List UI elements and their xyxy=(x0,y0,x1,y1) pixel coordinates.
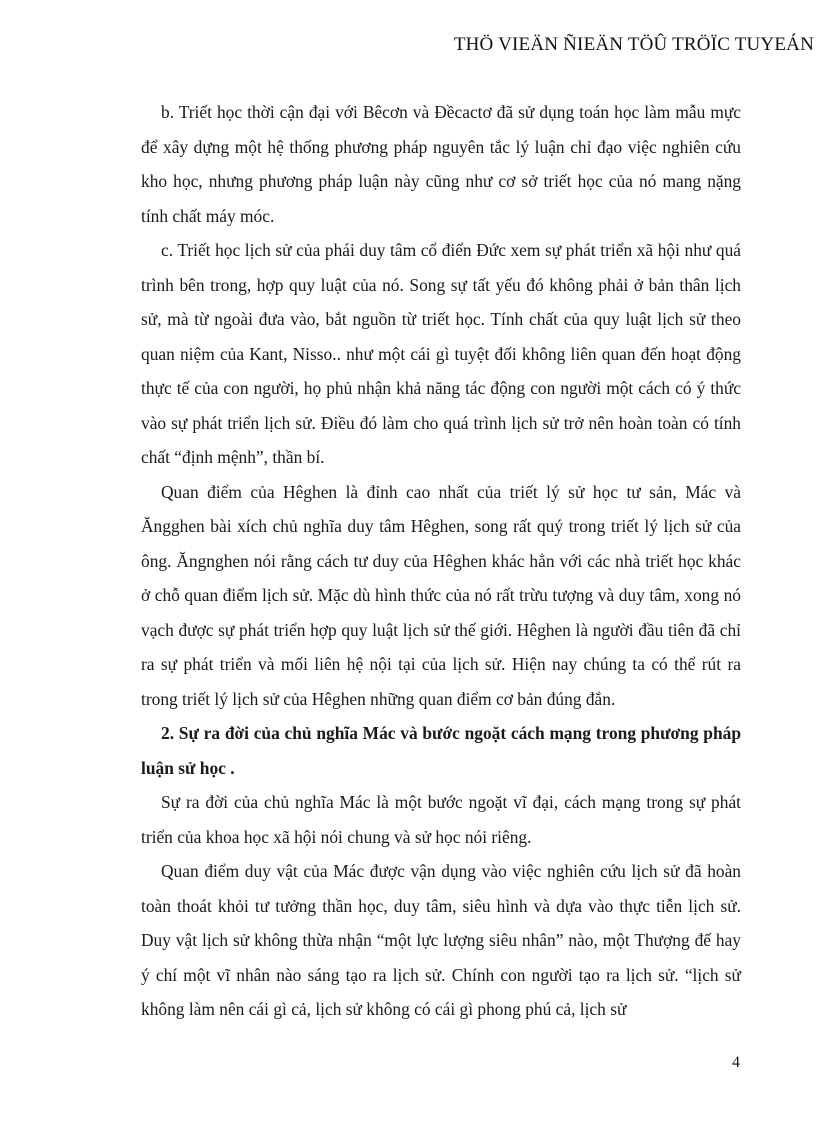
paragraph-c: c. Triết học lịch sử của phái duy tâm cổ điển Đức xem sự phát triển xã hội như quá trình bên trong, hợp quy luật của nó. Song sự tất yếu đó không phải ở bản thân lịch sử, mà từ ngoài đưa vào, bắt nguồn từ triết học. Tính chất của quy luật lịch sử theo quan niệm của Kant, Nisso.. như một cái gì tuyệt đối không liên quan đến hoạt động thực tế của con người, họ phủ nhận khả năng tác động con người một cách có ý thức vào sự phát triển lịch sử. Điều đó làm cho quá trình lịch sử trở nên hoàn toàn có tính chất “định mệnh”, thần bí. xyxy=(141,240,741,467)
paragraph-marx-birth: Sự ra đời của chủ nghĩa Mác là một bước ngoặt vĩ đại, cách mạng trong sự phát triển của khoa học xã hội nói chung và sử học nói riêng. xyxy=(141,792,741,847)
paragraph-b: b. Triết học thời cận đại với Bêcơn và Đềcactơ đã sử dụng toán học làm mẫu mực để xây dựng một hệ thống phương pháp nguyên tắc lý luận chỉ đạo việc nghiên cứu kho học, nhưng phương pháp luận này cũng như cơ sở triết học của nó mang nặng tính chất máy móc. xyxy=(141,102,741,226)
paragraph-hegel: Quan điểm của Hêghen là đỉnh cao nhất của triết lý sử học tư sản, Mác và Ăngghen bài xích chủ nghĩa duy tâm Hêghen, song rất quý trong triết lý lịch sử của ông. Ăngnghen nói rằng cách tư duy của Hêghen khác hẳn với các nhà triết học khác ở chỗ quan điểm lịch sử. Mặc dù hình thức của nó rất trừu tượng và duy tâm, xong nó vạch được sự phát triển hợp quy luật lịch sử thế giới. Hêghen là người đầu tiên đã chỉ ra sự phát triển và mối liên hệ nội tại của lịch sử. Hiện nay chúng ta có thể rút ra trong triết lý lịch sử của Hêghen những quan điểm cơ bản đúng đắn. xyxy=(141,481,741,709)
page-number: 4 xyxy=(732,1054,740,1071)
body-text xyxy=(141,95,741,1027)
running-header: THÖ VIEÄN ÑIEÄN TÖÛ TRÖÏC TUYEÁN xyxy=(453,34,814,55)
paragraph-materialism: Quan điểm duy vật của Mác được vận dụng vào việc nghiên cứu lịch sử đã hoàn toàn thoát khỏi tư tưởng thần học, duy tâm, siêu hình và dựa vào thực tiễn lịch sử. Duy vật lịch sử không thừa nhận “một lực lượng siêu nhân” nào, một Thượng đế hay ý chí một vĩ nhân nào sáng tạo ra lịch sử. Chính con người tạo ra lịch sử. “lịch sử không làm nên cái gì cả, lịch sử không có cái gì phong phú cả, lịch sử xyxy=(141,861,741,1019)
section-heading: 2. Sự ra đời của chủ nghĩa Mác và bước ngoặt cách mạng trong phương pháp luận sử học . xyxy=(141,723,741,778)
